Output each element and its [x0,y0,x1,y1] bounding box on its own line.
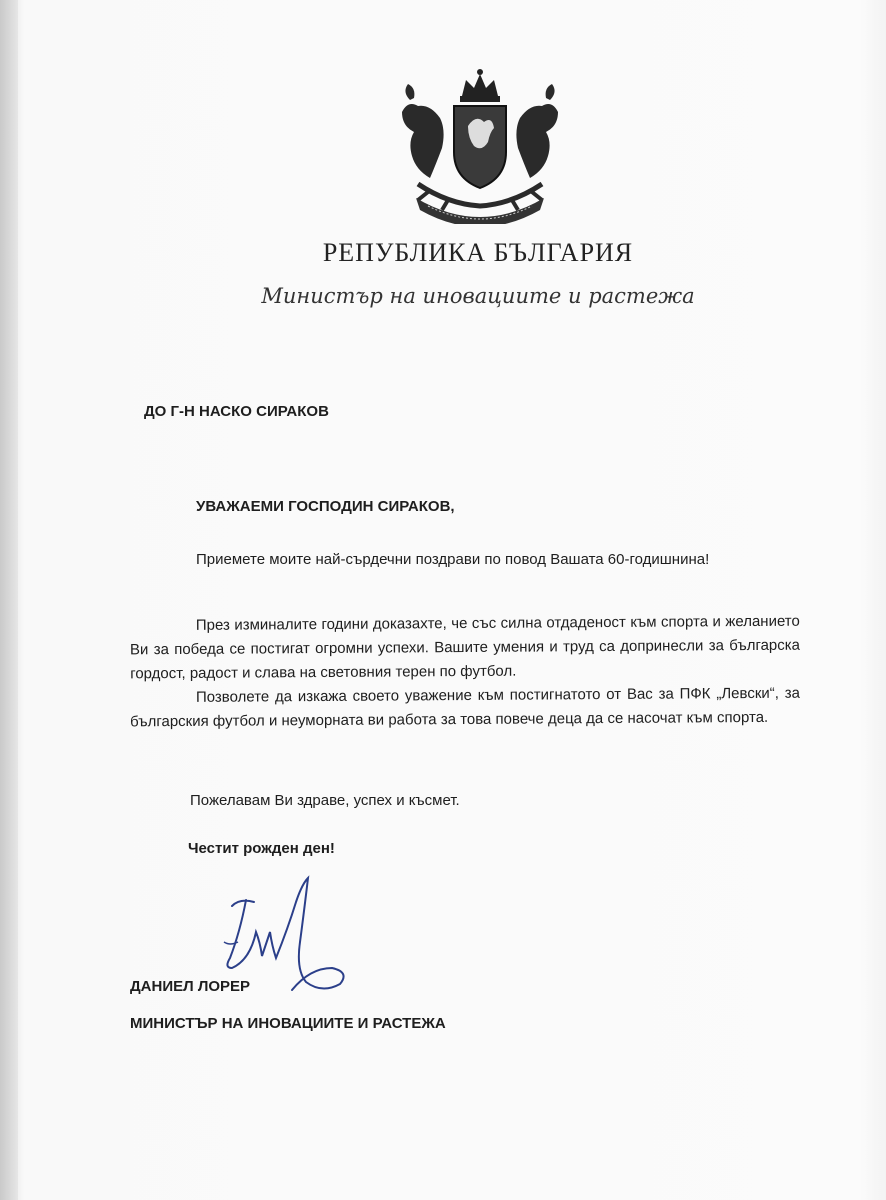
career-paragraph: През изминалите години доказахте, че със силна отдаденост към спорта и желанието Ви за победа се постигат огромни успехи. Вашите умения и труд са допринесли за българска гордост, радост и слава на световния терен по футбол. [129,612,801,683]
greeting-paragraph: Приемете моите най-сърдечни поздрави по повод Вашата 60-годишнина! [196,551,710,568]
closing-line: Честит рожден ден! [188,840,335,857]
coat-of-arms-icon [388,66,572,224]
respect-paragraph: Позволете да изкажа своето уважение към постигнатото от Вас за ПФК „Левски“, за българския футбол и неуморната ви работа за това повече деца да се насочат към спорта. [130,684,800,731]
ministry-subtitle: Министър на иновациите и растежа [261,284,695,308]
page-edge-shadow [0,0,18,1200]
signer-title: МИНИСТЪР НА ИНОВАЦИИТЕ И РАСТЕЖА [130,1015,446,1032]
signer-name: ДАНИЕЛ ЛОРЕР [130,978,251,995]
addressee-line: ДО Г-Н НАСКО СИРАКОВ [144,403,329,420]
salutation-line: УВАЖАЕМИ ГОСПОДИН СИРАКОВ, [196,498,455,515]
wishes-line: Пожелавам Ви здраве, успех и късмет. [190,792,460,809]
country-title: РЕПУБЛИКА БЪЛГАРИЯ [322,238,634,267]
